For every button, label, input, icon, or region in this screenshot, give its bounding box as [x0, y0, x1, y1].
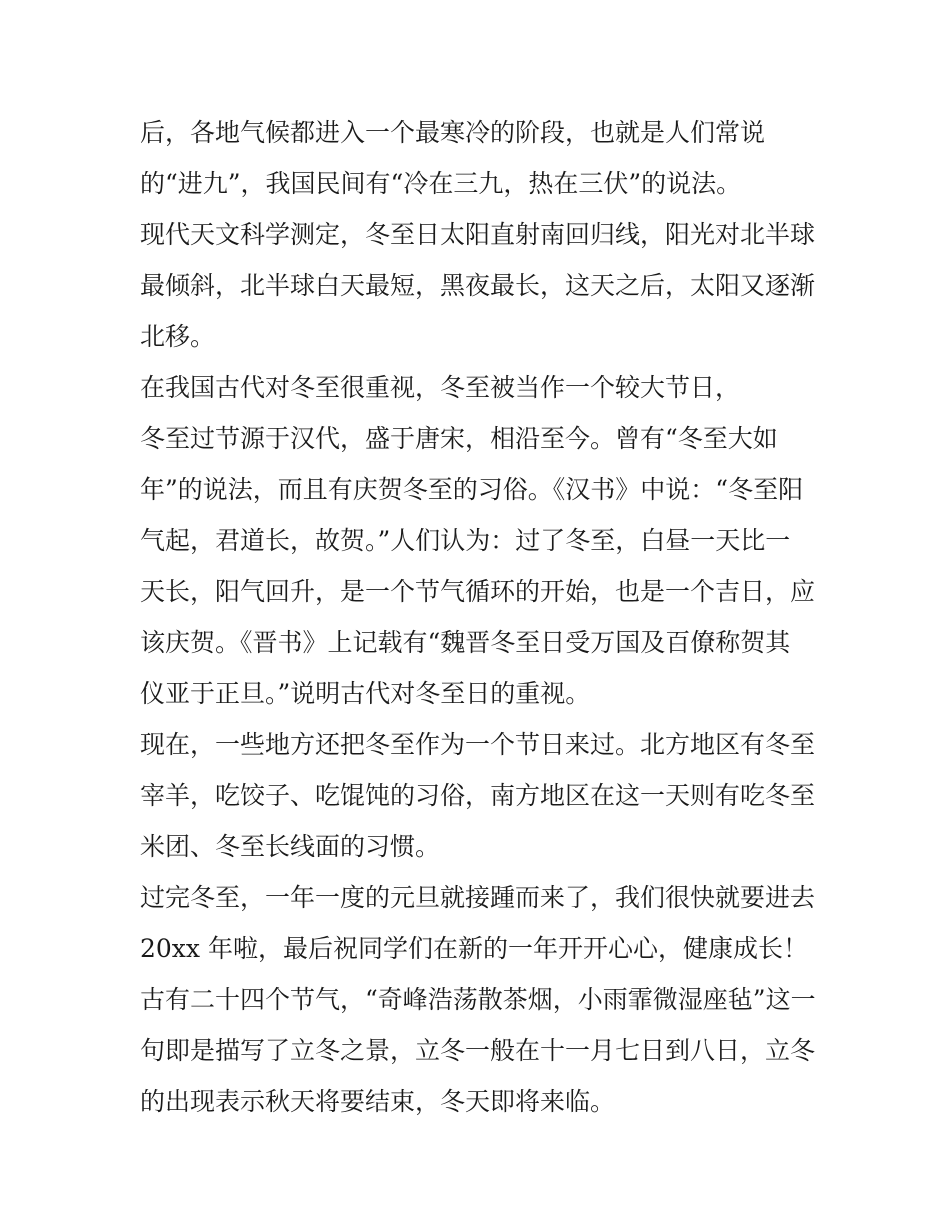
- text-line-13: 现在，一些地方还把冬至作为一个节日来过。北方地区有冬至: [140, 730, 816, 759]
- text-line-6: 在我国古代对冬至很重视，冬至被当作一个较大节日，: [140, 373, 741, 402]
- text-line-5: 北移。: [140, 322, 216, 351]
- text-line-19: 句即是描写了立冬之景，立冬一般在十一月七日到八日，立冬: [140, 1036, 816, 1065]
- text-line-12: 仪亚于正旦。”说明古代对冬至日的重视。: [140, 679, 591, 708]
- document-body: [140, 107, 820, 1127]
- text-line-15: 米团、冬至长线面的习惯。: [140, 832, 441, 861]
- text-line-11: 该庆贺。《晋书》上记载有“魏晋冬至日受万国及百僚称贺其: [140, 628, 791, 657]
- text-line-16: 过完冬至，一年一度的元旦就接踵而来了，我们很快就要进去: [140, 883, 816, 912]
- text-line-2: 的“进九”，我国民间有“冷在三九，热在三伏”的说法。: [140, 169, 742, 198]
- text-line-18: 古有二十四个节气，“奇峰浩荡散茶烟，小雨霏微湿座毡”这一: [140, 985, 816, 1014]
- text-line-7: 冬至过节源于汉代，盛于唐宋，相沿至今。曾有“冬至大如: [140, 424, 778, 453]
- text-line-4: 最倾斜，北半球白天最短，黑夜最长，这天之后，太阳又逐渐: [140, 271, 816, 300]
- text-line-9: 气起，君道长，故贺。”人们认为：过了冬至，白昼一天比一: [140, 526, 791, 555]
- text-line-17: 20xx 年啦，最后祝同学们在新的一年开开心心，健康成长！: [140, 934, 808, 963]
- text-line-10: 天长，阳气回升，是一个节气循环的开始，也是一个吉日，应: [140, 577, 816, 606]
- text-line-3: 现代天文科学测定，冬至日太阳直射南回归线，阳光对北半球: [140, 220, 816, 249]
- text-line-14: 宰羊，吃饺子、吃馄饨的习俗，南方地区在这一天则有吃冬至: [140, 781, 816, 810]
- text-line-20: 的出现表示秋天将要结束，冬天即将来临。: [140, 1087, 616, 1116]
- text-line-1: 后，各地气候都进入一个最寒冷的阶段，也就是人们常说: [140, 118, 766, 147]
- text-line-8: 年”的说法，而且有庆贺冬至的习俗。《汉书》中说：“冬至阳: [140, 475, 804, 504]
